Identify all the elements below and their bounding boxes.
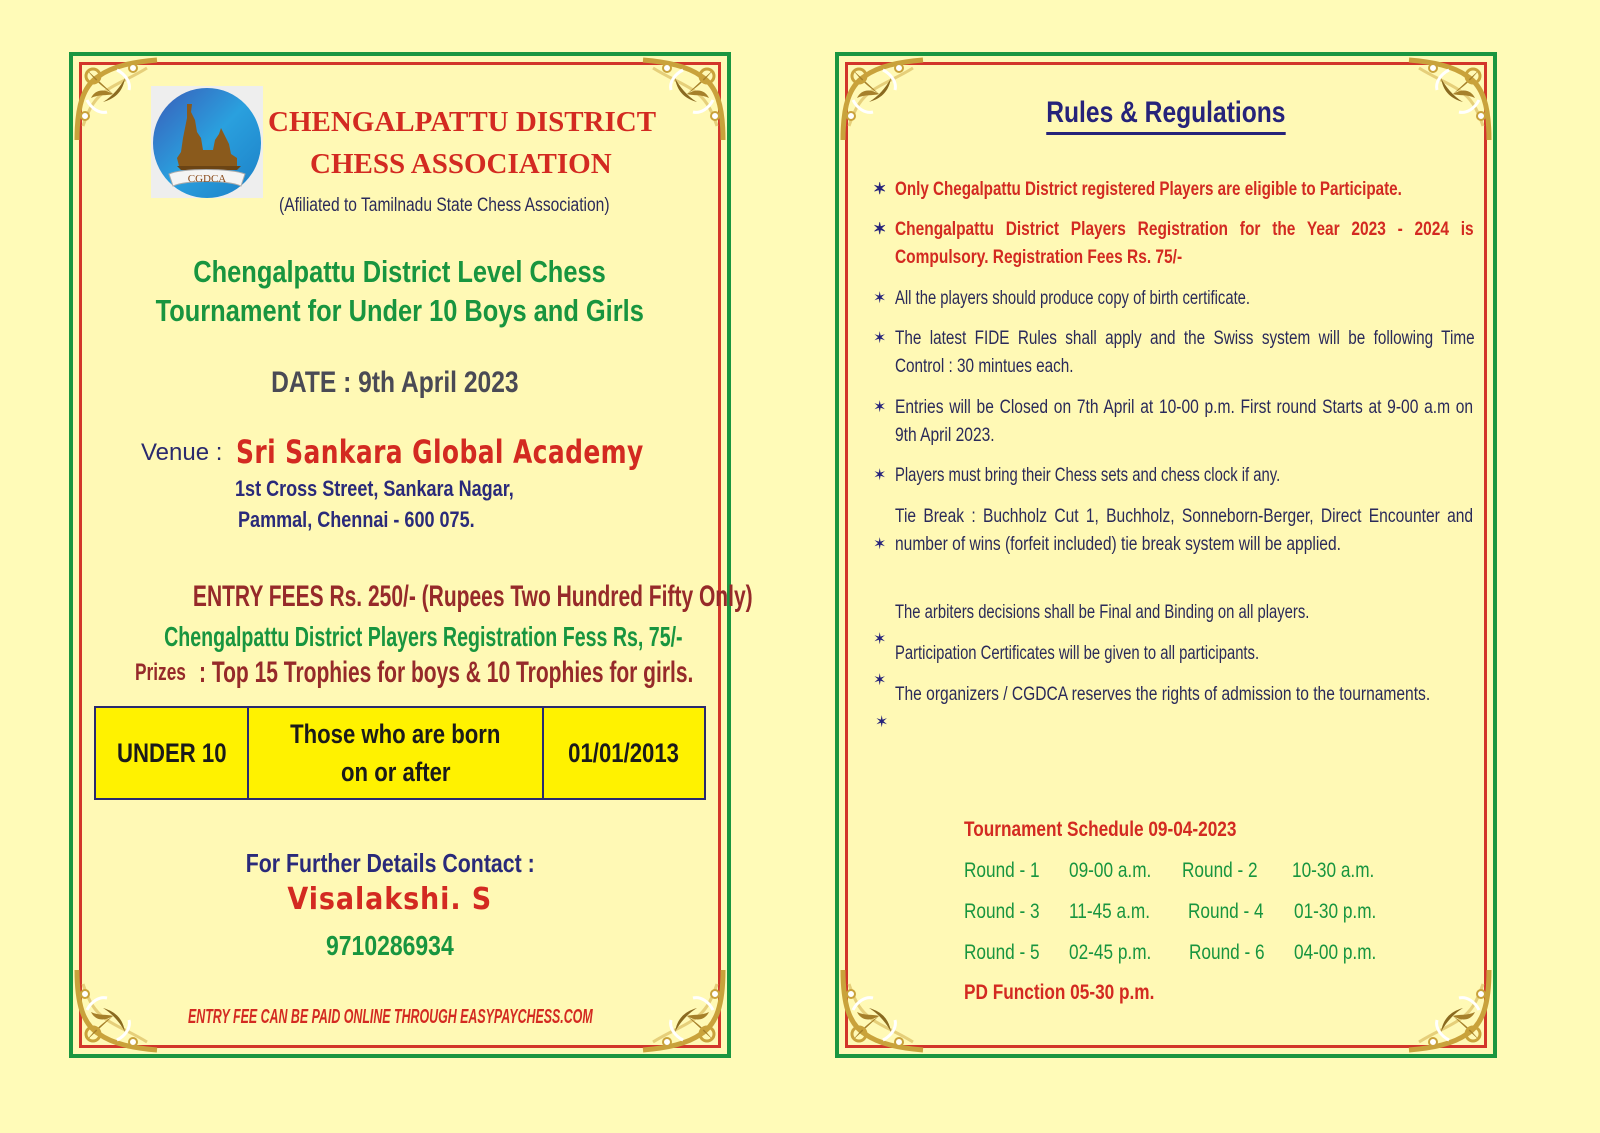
venue-name: Sri Sankara Global Academy [236, 433, 644, 471]
tournament-title-line1: Chengalpattu District Level Chess [193, 254, 607, 289]
eligibility-table [94, 706, 706, 800]
tournament-title-line2: Tournament for Under 10 Boys and Girls [155, 293, 645, 328]
star-bullet-icon: ✶ [873, 672, 887, 689]
prizes-text: : Top 15 Trophies for boys & 10 Trophies for girls. [199, 656, 694, 689]
svg-text:CGDCA: CGDCA [187, 173, 227, 185]
registration-fees: Chengalpattu District Players Registration Fess Rs, 75/- [164, 621, 683, 652]
address-line1: 1st Cross Street, Sankara Nagar, [235, 476, 514, 501]
star-bullet-icon: ✶ [873, 330, 887, 347]
star-bullet-icon: ✶ [873, 467, 887, 484]
star-bullet-icon: ✶ [873, 631, 887, 648]
star-bullet-icon: ✶ [873, 181, 887, 198]
pd-function: PD Function 05-30 p.m. [964, 981, 1155, 1004]
contact-name: Visalakshi. S [287, 882, 493, 917]
star-bullet-icon: ✶ [873, 290, 887, 307]
tournament-flyer-panel [69, 52, 753, 1058]
eligibility-category: UNDER 10 [96, 708, 249, 798]
org-name-line2: CHESS ASSOCIATION [310, 148, 612, 180]
eligibility-date: 01/01/2013 [568, 738, 680, 768]
ornament-corner-icon [1405, 966, 1493, 1054]
venue-label: Venue : [141, 439, 223, 466]
org-name-line1: CHENGALPATTU DISTRICT [268, 106, 657, 138]
prizes-label: Prizes [135, 659, 186, 686]
rules-title: Rules & Regulations [839, 96, 1493, 135]
star-bullet-icon: ✶ [873, 536, 887, 553]
online-payment-note: ENTRY FEE CAN BE PAID ONLINE THROUGH EASYPAYCHESS.COM [187, 1006, 593, 1028]
affiliation-text: (Afiliated to Tamilnadu State Chess Association) [279, 195, 610, 216]
ornament-corner-icon [73, 56, 161, 144]
eligibility-condition: Those who are born on or after [249, 708, 544, 798]
rule-item: ✶ Chengalpattu District Players Registration for the Year 2023 - 2024 is Compulsory. Registration Fees Rs. 75/- [875, 216, 1475, 276]
ornament-corner-icon [839, 966, 927, 1054]
address-line2: Pammal, Chennai - 600 075. [238, 507, 475, 532]
star-bullet-icon: ✶ [875, 714, 889, 731]
schedule-title: Tournament Schedule 09-04-2023 [964, 818, 1237, 841]
star-bullet-icon: ✶ [873, 221, 887, 238]
temple-logo-icon [151, 86, 263, 198]
star-bullet-icon: ✶ [873, 399, 887, 416]
prizes-line [135, 659, 206, 687]
contact-label: For Further Details Contact : [245, 848, 535, 878]
contact-phone: 9710286934 [326, 930, 454, 961]
rules-panel: Rules & Regulations ✶ Only Chegalpattu District registered Players are eligible to Participate. ✶ Chengalpattu District Players Registration for the Year 2023 - 2024 is Compulsory. Registration Fees Rs. 75/- ✶ All the players should produce copy of birth certificate. ✶ The latest FIDE Rules shall apply and the Swiss system will be following Time Control : 30 mintues each. ✶ Entries will be Closed on 7th April at 10-00 p.m. First round Starts at 9-00 a.m on 9th April 2023. ✶ Players must bring their Chess sets and chess clock if any. ✶ Tie Break : Buchholz Cut 1, Buchholz, Sonneborn-Berger, Direct Encounter and number of wins (forfeit included) tie break system will be applied. The arbiters decisions shall be Final and Binding on all players. ✶ Participation Certificates will be given to all participants. ✶ ✶ The organizers / CGDCA reserves the rights of admission to the tournaments. Tournament Schedule 09-04-2023 Round - 1 09-00 a.m. Round - 2 10-30 a.m. Round - 3 11-45 a.m. Round - 4 01-30 p.m. Round - 5 02-45 p.m. Round - 6 04-00 p.m. PD Function 05-30 p.m. [835, 52, 1497, 1058]
entry-fees: ENTRY FEES Rs. 250/- (Rupees Two Hundred Fifty Only) [192, 580, 753, 613]
tournament-date: DATE : 9th April 2023 [271, 366, 519, 399]
